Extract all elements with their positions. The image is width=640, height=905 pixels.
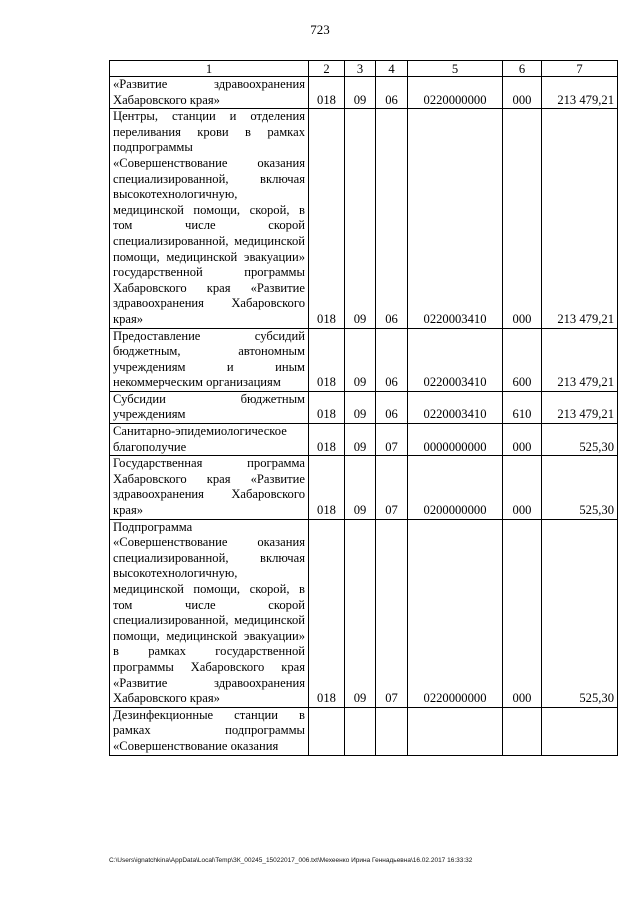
row-admin-code: 018	[309, 109, 345, 328]
table-row	[110, 391, 618, 423]
row-name: «Развитие здравоохранения Хабаровского края»	[110, 77, 309, 109]
row-admin-code	[309, 707, 345, 755]
row-section: 09	[345, 456, 376, 519]
row-subsection	[376, 707, 408, 755]
row-section: 09	[345, 109, 376, 328]
table-row	[110, 109, 618, 328]
row-target-article: 0200000000	[408, 456, 503, 519]
row-name: Государственная программа Хабаровского края «Развитие здравоохранения Хабаровского края»	[110, 456, 309, 519]
page-number: 723	[310, 22, 330, 37]
row-amount: 213 479,21	[542, 391, 618, 423]
row-admin-code: 018	[309, 424, 345, 456]
row-name: Дезинфекционные станции в рамках подпрограммы «Совершенствование оказания	[110, 707, 309, 755]
row-target-article: 0220000000	[408, 519, 503, 707]
row-expense-type: 000	[503, 109, 542, 328]
row-expense-type	[503, 707, 542, 755]
row-amount: 213 479,21	[542, 77, 618, 109]
row-section: 09	[345, 391, 376, 423]
row-subsection: 06	[376, 109, 408, 328]
row-target-article: 0220003410	[408, 109, 503, 328]
row-name: Подпрограмма «Совершенствование оказания специализированной, включая высокотехнологичную, медицинской помощи, скорой, в том числе скорой специализированной, медицинской помощи, медицинской эвакуации» в рамках государственной программы Хабаровского края «Развитие здравоохранения Хабаровского края»	[110, 519, 309, 707]
row-section	[345, 707, 376, 755]
table-row	[110, 707, 618, 755]
row-amount: 525,30	[542, 456, 618, 519]
row-expense-type: 000	[503, 77, 542, 109]
row-amount: 525,30	[542, 519, 618, 707]
table-row	[110, 456, 618, 519]
row-name: Санитарно-эпидемиологическое благополучие	[110, 424, 309, 456]
row-amount	[542, 707, 618, 755]
row-target-article: 0220003410	[408, 391, 503, 423]
row-section: 09	[345, 77, 376, 109]
header-cell: 5	[408, 61, 503, 77]
row-target-article	[408, 707, 503, 755]
table-header-row	[110, 61, 618, 77]
row-target-article: 0000000000	[408, 424, 503, 456]
header-cell: 2	[309, 61, 345, 77]
table-row	[110, 424, 618, 456]
row-expense-type: 000	[503, 424, 542, 456]
row-subsection: 06	[376, 77, 408, 109]
row-expense-type: 600	[503, 328, 542, 391]
row-amount: 213 479,21	[542, 109, 618, 328]
row-name: Субсидии бюджетным учреждениям	[110, 391, 309, 423]
row-admin-code: 018	[309, 519, 345, 707]
header-cell: 7	[542, 61, 618, 77]
row-section: 09	[345, 424, 376, 456]
row-name: Предоставление субсидий бюджетным, автономным учреждениям и иным некоммерческим организациям	[110, 328, 309, 391]
budget-table	[109, 60, 618, 756]
row-expense-type: 000	[503, 519, 542, 707]
file-path-footer: C:\Users\ignatchkina\AppData\Local\Temp\ЗК_00245_15022017_006.txt\Мехеенко Ирина Геннадьевна\16.02.2017 16:33:32	[109, 857, 473, 864]
row-subsection: 07	[376, 424, 408, 456]
table-row	[110, 328, 618, 391]
row-subsection: 06	[376, 391, 408, 423]
row-amount: 525,30	[542, 424, 618, 456]
row-section: 09	[345, 328, 376, 391]
row-admin-code: 018	[309, 456, 345, 519]
row-admin-code: 018	[309, 391, 345, 423]
row-amount: 213 479,21	[542, 328, 618, 391]
header-cell: 3	[345, 61, 376, 77]
row-target-article: 0220003410	[408, 328, 503, 391]
header-cell: 1	[110, 61, 309, 77]
row-name: Центры, станции и отделения переливания крови в рамках подпрограммы «Совершенствование оказания специализированной, включая высокотехнологичную, медицинской помощи, скорой, в том числе скорой специализированной, медицинской помощи, медицинской эвакуации» государственной программы Хабаровского края «Развитие здравоохранения Хабаровского края»	[110, 109, 309, 328]
row-subsection: 07	[376, 519, 408, 707]
row-admin-code: 018	[309, 328, 345, 391]
table-row	[110, 77, 618, 109]
row-expense-type: 000	[503, 456, 542, 519]
row-section: 09	[345, 519, 376, 707]
row-target-article: 0220000000	[408, 77, 503, 109]
row-subsection: 07	[376, 456, 408, 519]
header-cell: 4	[376, 61, 408, 77]
row-admin-code: 018	[309, 77, 345, 109]
row-subsection: 06	[376, 328, 408, 391]
row-expense-type: 610	[503, 391, 542, 423]
header-cell: 6	[503, 61, 542, 77]
table-row	[110, 519, 618, 707]
